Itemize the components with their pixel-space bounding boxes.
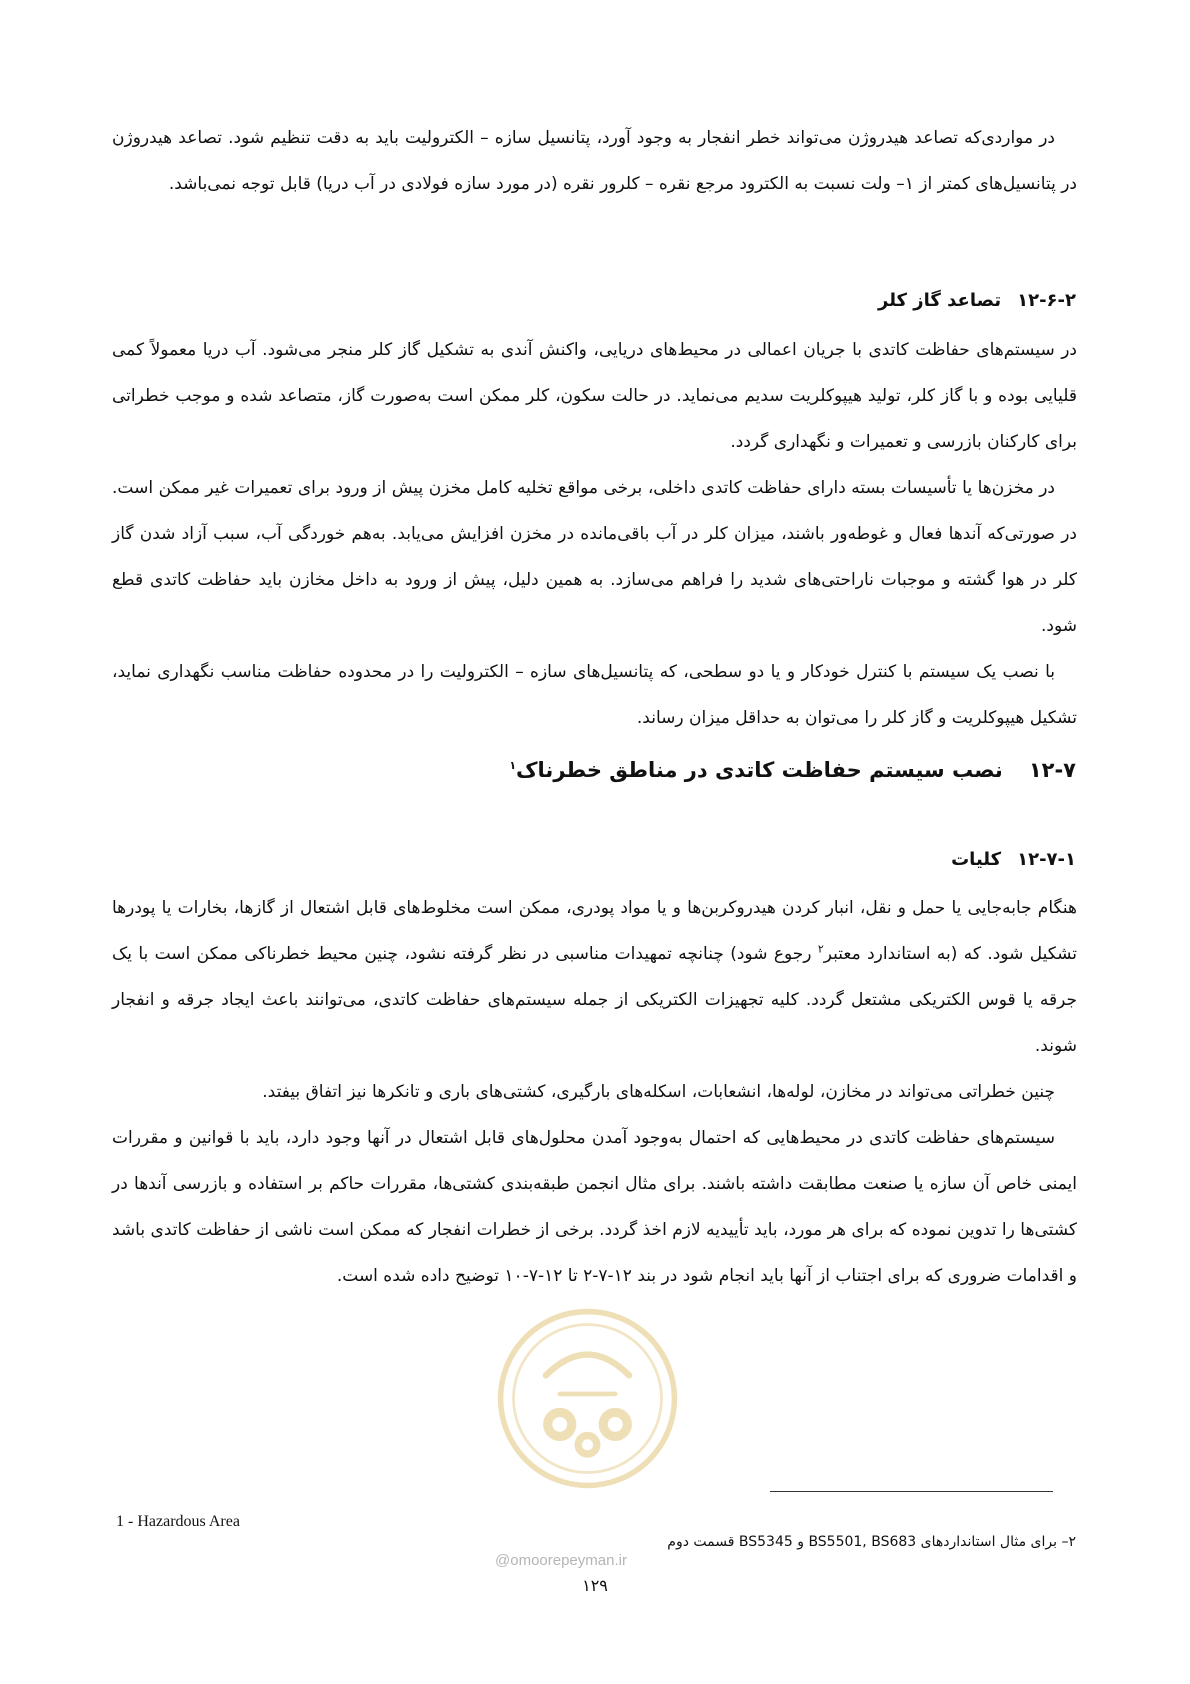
footnote-divider bbox=[770, 1491, 1053, 1492]
section-heading-12-6-2 bbox=[878, 290, 1076, 311]
section-number: ۱۲-۶-۲ bbox=[1017, 290, 1076, 311]
section-12-6-2-body bbox=[112, 327, 1077, 741]
intro-paragraph-block bbox=[112, 115, 1077, 207]
section-title: نصب سیستم حفاظت کاتدی در مناطق خطرناک bbox=[516, 758, 1003, 782]
section-heading-12-7-1 bbox=[951, 849, 1076, 870]
paragraph-chlorine-3: با نصب یک سیستم با کنترل خودکار و یا دو سطحی، که پتانسیل‌های سازه – الکترولیت را در محدوده حفاظت مناسب نگهداری نماید، تشکیل هیپوکلریت و گاز کلر را می‌توان به حداقل میزان رساند. bbox=[112, 662, 1077, 728]
text-span: هنگام جابه‌جایی یا حمل و نقل، انبار کردن هیدروکربن‌ها و یا مواد پودری، ممکن است مخلوط‌های قابل اشتعال از گازها، بخارات یا پودرها تشکیل شود. که (به استاندارد معتبر bbox=[112, 898, 1077, 964]
paragraph-general-2: چنین خطراتی می‌تواند در مخازن، لوله‌ها، انشعابات، اسکله‌های بارگیری، کشتی‌های باری و تانکرها نیز اتفاق بیفتد. bbox=[262, 1082, 1055, 1102]
section-title: کلیات bbox=[951, 849, 1002, 870]
paragraph-hydrogen-evolution: در مواردی‌که تصاعد هیدروژن می‌تواند خطر انفجار به وجود آورد، پتانسیل سازه – الکترولیت باید به دقت تنظیم شود. تصاعد هیدروژن در پتانسیل‌های کمتر از ۱– ولت نسبت به الکترود مرجع نقره – کلرور نقره (در مورد سازه فولادی در آب دریا) قابل توجه نمی‌باشد. bbox=[112, 128, 1077, 194]
section-number: ۱۲-۷-۱ bbox=[1017, 849, 1076, 870]
section-title: تصاعد گاز کلر bbox=[878, 290, 1002, 311]
page-number: ۱۲۹ bbox=[582, 1576, 608, 1595]
section-number: ۱۲-۷ bbox=[1028, 758, 1076, 782]
paragraph-chlorine-1: در سیستم‌های حفاظت کاتدی با جریان اعمالی در محیط‌های دریایی، واکنش آندی به تشکیل گاز کلر منجر می‌شود. آب دریا معمولاً کمی قلیایی بوده و با گاز کلر، تولید هیپوکلریت سدیم می‌نماید. در حالت سکون، کلر ممکن است به‌صورت گاز، متصاعد شده و موجب خطراتی برای کارکنان بازرسی و تعمیرات و نگهداری گردد. bbox=[112, 340, 1077, 452]
watermark-emblem-icon bbox=[495, 1306, 680, 1491]
footnote-mark: ۲ bbox=[817, 942, 824, 956]
paragraph-general-3: سیستم‌های حفاظت کاتدی در محیط‌هایی که احتمال به‌وجود آمدن محلول‌های قابل اشتعال در آنها وجود دارد، باید با قوانین و مقررات ایمنی خاص آن سازه یا صنعت مطابقت داشته باشند. برای مثال انجمن طبقه‌بندی کشتی‌ها، مقررات حاکم بر استفاده و بازرسی آندها در کشتی‌ها را تدوین نموده که برای هر مورد، باید تأییدیه لازم اخذ گردد. برخی از خطرات انفجار که ممکن است ناشی از حفاظت کاتدی باشد و اقدامات ضروری که برای اجتناب از آنها باید انجام شود در بند ۱۲-۷-۲ تا ۱۲-۷-۱۰ توضیح داده شده است. bbox=[112, 1128, 1077, 1286]
section-heading-12-7 bbox=[509, 758, 1076, 782]
paragraph-chlorine-2: در مخزن‌ها یا تأسیسات بسته دارای حفاظت کاتدی داخلی، برخی مواقع تخلیه کامل مخزن پیش از ورود برای تعمیرات غیر ممکن است. در صورتی‌که آندها فعال و غوطه‌ور باشند، میزان کلر در آب باقی‌مانده در مخزن افزایش می‌یابد. به‌هم خوردگی آب، سبب آزاد شدن گاز کلر در هوا گشته و موجبات ناراحتی‌های شدید را فراهم می‌سازد. به همین دلیل، پیش از ورود به داخل مخازن باید حفاظت کاتدی قطع شود. bbox=[112, 478, 1077, 636]
paragraph-general-1 bbox=[112, 885, 1077, 1069]
footnote-mark: ۱ bbox=[509, 759, 517, 772]
footnote-1: 1 - Hazardous Area bbox=[116, 1513, 240, 1530]
section-12-7-1-body bbox=[112, 885, 1077, 1299]
footnote-2: ۲– برای مثال استانداردهای BS5501, BS683 و BS5345 قسمت دوم bbox=[667, 1534, 1076, 1550]
text-span: رجوع شود) چنانچه تمهیدات مناسبی در نظر گرفته نشود، چنین محیط خطرناکی ممکن است با یک جرقه یا قوس الکتریکی مشتعل گردد. کلیه تجهیزات الکتریکی از جمله سیستم‌های حفاظت کاتدی، می‌توانند باعث ایجاد جرقه و انفجار شوند. bbox=[112, 944, 1077, 1056]
watermark-site: @omoorepeyman.ir bbox=[495, 1552, 627, 1569]
